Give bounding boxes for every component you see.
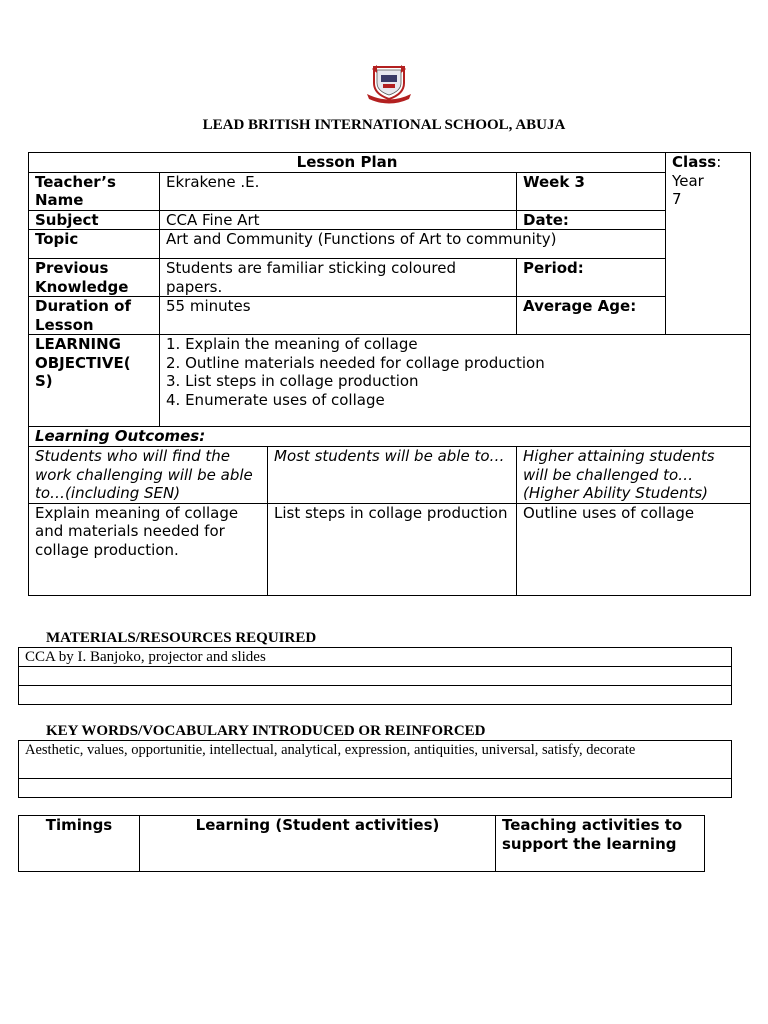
school-name: LEAD BRITISH INTERNATIONAL SCHOOL, ABUJA (202, 117, 566, 133)
date-label: Date: (517, 210, 666, 230)
class-label: Class (672, 153, 717, 171)
average-age-label: Average Age: (517, 297, 666, 335)
duration-label: Duration of Lesson (29, 297, 160, 335)
keywords-row: Aesthetic, values, opportunitie, intellectual, analytical, expression, antiquities, universal, satisfy, decorate (19, 741, 732, 779)
keywords-row (19, 779, 732, 798)
class-colon: : (716, 153, 722, 171)
learning-activities-header: Learning (Student activities) (140, 816, 496, 872)
outcome-header-most: Most students will be able to… (268, 447, 517, 504)
class-value: Year 7 (672, 171, 704, 208)
teaching-activities-header: Teaching activities to support the learning (496, 816, 705, 872)
lesson-plan-table (28, 152, 751, 596)
objective-item: 4. Enumerate uses of collage (166, 390, 385, 409)
objectives-label: LEARNING OBJECTIVE( S) (29, 335, 160, 427)
outcome-value-higher: Outline uses of collage (517, 503, 751, 595)
materials-table (18, 647, 732, 705)
objectives-list (160, 335, 751, 427)
materials-row: CCA by I. Banjoko, projector and slides (19, 648, 732, 667)
week-label: Week 3 (517, 172, 666, 210)
subject-label: Subject (29, 210, 160, 230)
school-crest-icon (363, 63, 415, 105)
teacher-value: Ekrakene .E. (160, 172, 517, 210)
subject-value: CCA Fine Art (160, 210, 517, 230)
objective-item: 3. List steps in collage production (166, 372, 419, 390)
class-cell (666, 153, 751, 335)
materials-row (19, 667, 732, 686)
outcome-header-higher: Higher attaining students will be challenged to…(Higher Ability Students) (517, 447, 751, 504)
lesson-plan-title: Lesson Plan (29, 153, 666, 173)
outcome-value-most: List steps in collage production (268, 503, 517, 595)
previous-knowledge-value: Students are familiar sticking coloured papers. (160, 259, 517, 297)
materials-row (19, 686, 732, 705)
activities-table (18, 815, 705, 872)
keywords-heading: KEY WORDS/VOCABULARY INTRODUCED OR REINFORCED (46, 723, 486, 739)
materials-heading: MATERIALS/RESOURCES REQUIRED (46, 630, 317, 646)
duration-value: 55 minutes (160, 297, 517, 335)
topic-label: Topic (29, 230, 160, 259)
keywords-table (18, 740, 732, 798)
timings-header: Timings (19, 816, 140, 872)
objective-item: 2. Outline materials needed for collage production (166, 353, 545, 372)
period-label: Period: (517, 259, 666, 297)
learning-outcomes-label: Learning Outcomes: (29, 427, 751, 447)
topic-value: Art and Community (Functions of Art to community) (160, 230, 666, 259)
previous-knowledge-label: Previous Knowledge (29, 259, 160, 297)
outcome-value-sen: Explain meaning of collage and materials needed for collage production. (29, 503, 268, 595)
school-logo (363, 63, 415, 105)
teacher-label: Teacher’s Name (29, 172, 160, 210)
outcome-header-sen: Students who will find the work challenging will be able to…(including SEN) (29, 447, 268, 504)
objective-item: 1. Explain the meaning of collage (166, 335, 418, 353)
